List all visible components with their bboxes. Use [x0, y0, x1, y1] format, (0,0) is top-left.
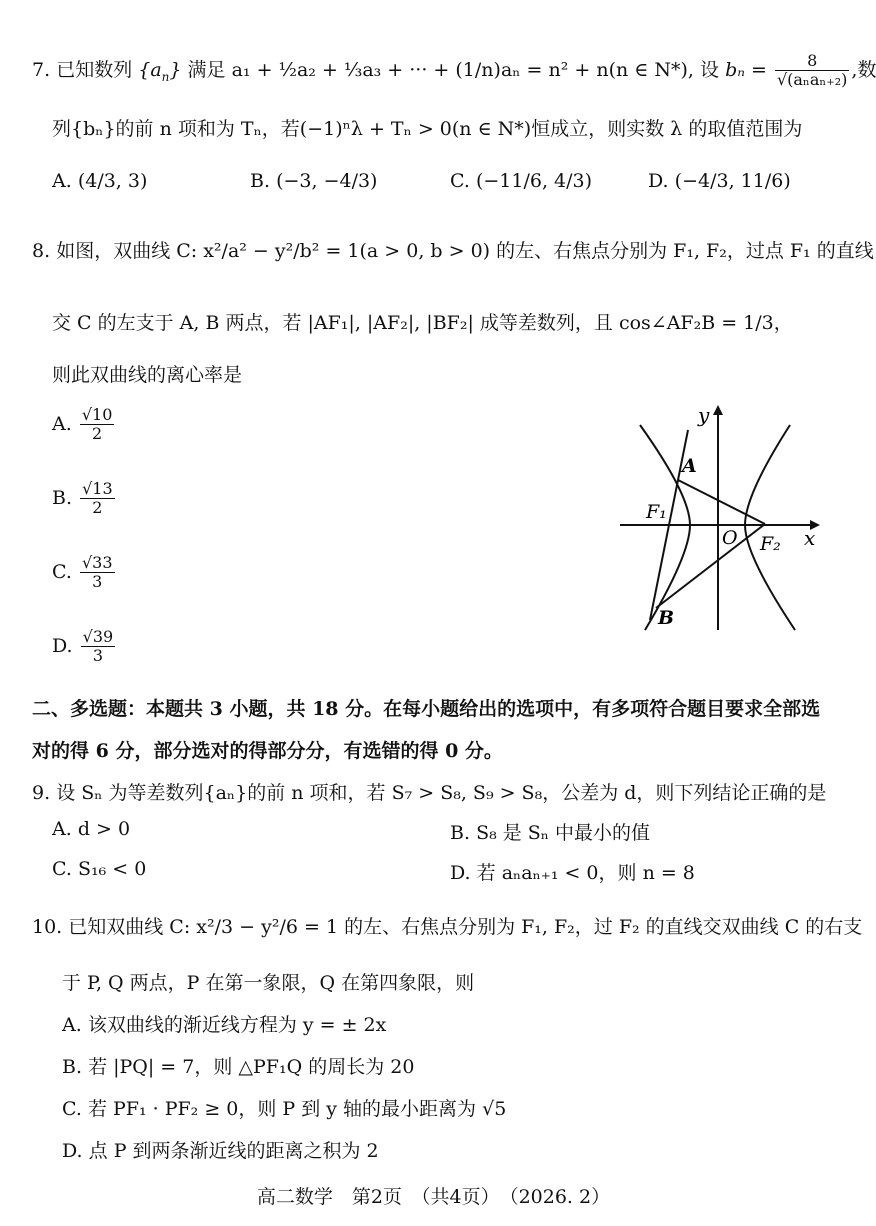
option-label: C. — [52, 858, 72, 880]
option-text: S₁₆ < 0 — [77, 858, 147, 880]
q7-option-a — [52, 170, 147, 192]
option-label: C. — [62, 1098, 82, 1120]
label-a: A — [682, 455, 697, 477]
label-f1: F₁ — [646, 501, 667, 523]
q10-option-b — [62, 1052, 414, 1079]
q8-option-a — [52, 406, 116, 444]
option-label: A. — [52, 412, 72, 435]
q7-option-d — [648, 170, 791, 192]
option-label: A. — [52, 170, 72, 192]
q7-b-def: bₙ = — [725, 58, 767, 81]
option-label: C. — [52, 560, 72, 583]
hyperbola-figure — [610, 400, 830, 640]
option-den: 3 — [81, 646, 116, 665]
q9-option-a — [52, 818, 130, 840]
option-text: (−3, −4/3) — [276, 170, 378, 192]
page-footer: 高二数学 第2页 （共4页） （2026. 2） — [256, 1186, 611, 1208]
option-label: D. — [52, 634, 73, 657]
q7-option-c — [450, 170, 592, 192]
option-text: (−4/3, 11/6) — [674, 170, 791, 192]
q7-seq-a: $\{a_n\}$ — [138, 58, 182, 84]
y-axis-arrow — [713, 405, 723, 415]
q8-line1 — [32, 236, 874, 263]
option-label: D. — [62, 1140, 83, 1162]
q10-option-c — [62, 1094, 506, 1121]
option-label: B. — [52, 486, 73, 509]
q7-text-a: 已知数列 — [56, 58, 133, 81]
q10-line2: 于 P, Q 两点，P 在第一象限，Q 在第四象限，则 — [62, 972, 475, 994]
option-label: C. — [450, 170, 470, 192]
option-text: d > 0 — [77, 818, 131, 840]
q9-line1 — [32, 778, 826, 805]
label-o: O — [722, 527, 738, 549]
label-x: x — [804, 526, 816, 550]
segment-af2 — [678, 480, 765, 524]
q7-line1: 7. 已知数列 $\{a_n\}$ 满足 a₁ + ½a₂ + ⅓a₃ + ··· + (1/n)aₙ = n² + n(n ∈ N*), 设 bₙ = $\frac{8}{\text{√(aₙaₙ₊₂)}}$ ,数 — [32, 51, 876, 90]
option-label: B. — [62, 1056, 83, 1078]
q10-line1 — [32, 912, 862, 939]
q9-text: 设 Sₙ 为等差数列{aₙ}的前 n 项和，若 S₇ > S₈, S₉ > S₈，公差为 d，则下列结论正确的是 — [56, 782, 827, 804]
hyperbola-right-branch — [745, 425, 795, 630]
q10-option-d — [62, 1136, 379, 1163]
q10-number: 10. — [32, 916, 63, 938]
q7-line2: 列{bₙ}的前 n 项和为 Tₙ，若(−1)ⁿλ + Tₙ > 0(n ∈ N*)恒成立，则实数 λ 的取值范围为 — [52, 118, 803, 140]
q9-option-b — [450, 818, 650, 845]
option-label: D. — [648, 170, 669, 192]
option-num: √33 — [81, 553, 113, 572]
q7-number: 7. — [32, 58, 51, 81]
label-b: B — [658, 607, 675, 629]
option-num: √10 — [81, 405, 113, 424]
segment-bf2 — [656, 524, 765, 608]
q10-option-a — [62, 1010, 386, 1037]
q7-option-b — [250, 170, 377, 192]
q7-b-fraction — [775, 52, 849, 90]
option-text: 若 aₙaₙ₊₁ < 0，则 n = 8 — [476, 862, 695, 884]
q8-option-c — [52, 554, 117, 592]
option-den: 3 — [80, 572, 115, 591]
option-fraction — [80, 406, 115, 444]
q7-text-b: 满足 — [187, 58, 226, 81]
q9-number: 9. — [32, 782, 51, 804]
option-text: 该双曲线的渐近线方程为 y = ± 2x — [87, 1014, 387, 1036]
q10-text-1: 已知双曲线 C: x²/3 − y²/6 = 1 的左、右焦点分别为 F₁, F₂，过 F₂ 的直线交双曲线 C 的右支 — [68, 916, 863, 938]
option-den: 2 — [80, 498, 115, 517]
label-y: y — [698, 403, 710, 427]
option-num: √39 — [82, 627, 114, 646]
q8-number: 8. — [32, 240, 51, 262]
q8-text-1: 如图，双曲线 C: x²/a² − y²/b² = 1(a > 0, b > 0) 的左、右焦点分别为 F₁, F₂，过点 F₁ 的直线 — [56, 240, 874, 262]
option-fraction — [80, 554, 115, 592]
label-f2: F₂ — [760, 533, 781, 555]
option-num: √13 — [82, 479, 113, 498]
option-label: B. — [450, 822, 471, 844]
q9-option-d — [450, 858, 695, 885]
option-text: 若 PF₁ · PF₂ ≥ 0，则 P 到 y 轴的最小距离为 √5 — [87, 1098, 507, 1120]
q9-option-c — [52, 858, 146, 880]
q8-line2: 交 C 的左支于 A, B 两点，若 |AF₁|, |AF₂|, |BF₂| 成等差数列，且 cos∠AF₂B = 1/3， — [52, 312, 793, 334]
q7-text-c: 设 — [700, 58, 720, 81]
q8-option-b — [52, 480, 117, 518]
option-text: 若 |PQ| = 7，则 △PF₁Q 的周长为 20 — [88, 1056, 415, 1078]
q7-sum-expr: a₁ + ½a₂ + ⅓a₃ + ··· + (1/n)aₙ = n² + n(n ∈ N*) — [231, 58, 688, 81]
q7-b-num: 8 — [807, 51, 818, 70]
q7-text-d: 数 — [857, 58, 876, 81]
option-label: B. — [250, 170, 271, 192]
option-label: A. — [52, 818, 72, 840]
q8-line3: 则此双曲线的离心率是 — [52, 364, 243, 386]
option-label: A. — [62, 1014, 82, 1036]
section2-line2: 对的得 6 分，部分选对的得部分分，有选错的得 0 分。 — [32, 740, 503, 762]
option-label: D. — [450, 862, 471, 884]
option-fraction — [80, 480, 115, 518]
option-text: S₈ 是 Sₙ 中最小的值 — [476, 822, 651, 844]
option-text: (4/3, 3) — [77, 170, 148, 192]
option-text: 点 P 到两条渐近线的距离之积为 2 — [88, 1140, 379, 1162]
option-den: 2 — [80, 424, 115, 443]
option-fraction — [81, 628, 116, 666]
q8-option-d — [52, 628, 117, 666]
q7-b-den: √(aₙaₙ₊₂) — [776, 70, 848, 90]
option-text: (−11/6, 4/3) — [475, 170, 593, 192]
section2-line1: 二、多选题：本题共 3 小题，共 18 分。在每小题给出的选项中，有多项符合题目要求全部选 — [32, 698, 821, 720]
